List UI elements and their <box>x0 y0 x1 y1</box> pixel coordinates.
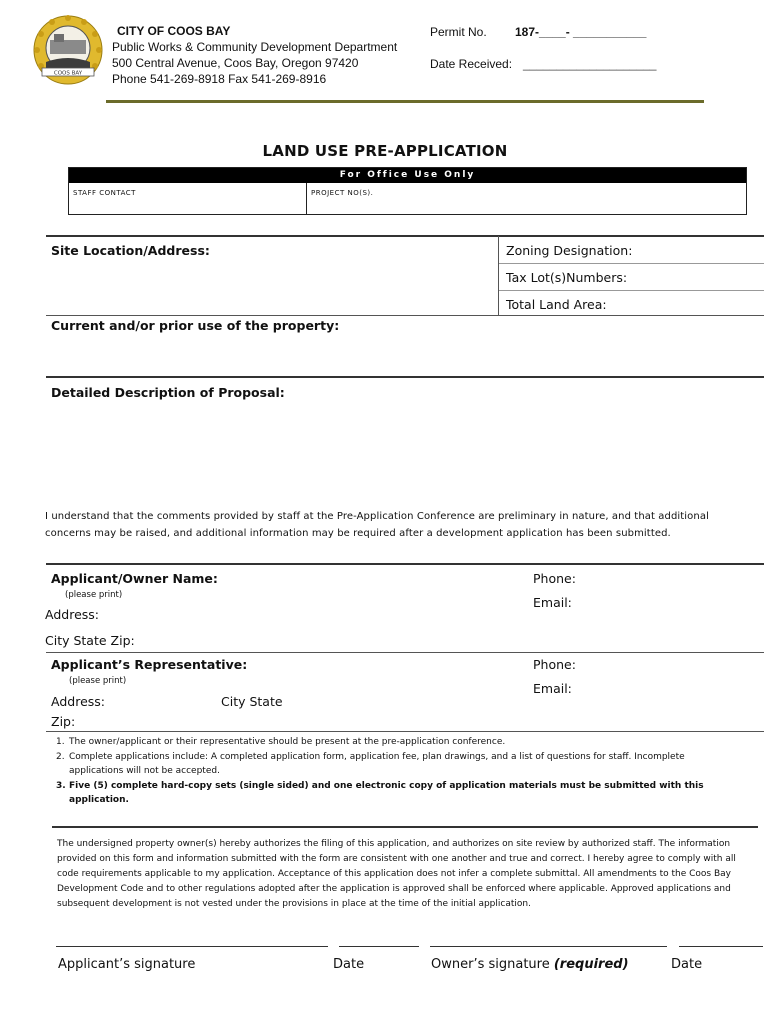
city-name: CITY OF COOS BAY <box>117 24 231 38</box>
date-label-2: Date <box>671 957 703 972</box>
department-address: 500 Central Avenue, Coos Bay, Oregon 97420 <box>112 56 359 70</box>
tax-lot-numbers-field[interactable]: Tax Lot(s)Numbers: <box>506 270 628 285</box>
city-seal-logo <box>32 14 104 86</box>
date-line-2[interactable] <box>679 946 763 947</box>
list-item: 2. Complete applications include: A completed application form, application fee, plan drawings, and a list of questions for staff. Incomplete applications will not be accepted. <box>56 751 685 776</box>
date-label-1: Date <box>333 957 365 972</box>
representative-name-field[interactable]: Applicant’s Representative: <box>51 657 248 672</box>
applicant-signature-label: Applicant’s signature <box>58 957 196 972</box>
applicant-owner-name-field[interactable]: Applicant/Owner Name: <box>51 571 218 586</box>
representative-email-field[interactable]: Email: <box>533 681 572 696</box>
department-phone: Phone 541-269-8918 Fax 541-269-8916 <box>112 72 327 86</box>
please-print-note: (please print) <box>65 590 123 600</box>
notes-list <box>56 735 706 808</box>
representative-zip-field[interactable]: Zip: <box>51 714 76 729</box>
representative-phone-field[interactable]: Phone: <box>533 657 576 672</box>
svg-text:COOS BAY: COOS BAY <box>53 70 83 77</box>
date-received-field[interactable]: ____________________ <box>523 57 657 71</box>
permit-number-field[interactable]: 187-____- ___________ <box>515 25 647 39</box>
office-use-header: For Office Use Only <box>69 168 746 183</box>
date-received-label: Date Received: <box>430 57 513 71</box>
representative-address-field[interactable]: Address: <box>51 694 105 709</box>
applicant-email-field[interactable]: Email: <box>533 595 572 610</box>
site-location-field[interactable]: Site Location/Address: <box>51 243 210 258</box>
owner-signature-line[interactable] <box>430 946 667 947</box>
page-title: LAND USE PRE-APPLICATION <box>262 142 508 160</box>
department-name: Public Works & Community Development Department <box>112 40 398 54</box>
applicant-signature-line[interactable] <box>56 946 328 947</box>
please-print-note: (please print) <box>69 676 127 686</box>
applicant-city-state-zip-field[interactable]: City State Zip: <box>45 633 135 648</box>
staff-contact-field[interactable]: STAFF CONTACT <box>73 189 136 197</box>
proposal-description-field[interactable]: Detailed Description of Proposal: <box>51 385 285 400</box>
authorization-text: The undersigned property owner(s) hereby authorizes the filing of this application, and authorizes on site review by authorized staff. The information provided on this form and information submitted with the form are consistent with one another and true and correct. I hereby agree to comply with all code requirements applicable to my application. Acceptance of this application does not infer a complete submittal. All amendments to the Coos Bay Development Code and to other regulations adopted after the application is approved shall be enforced where applicable. Approved applications and subsequent development is not vested under the provisions in place at the time of the initial application. <box>57 839 736 909</box>
date-line-1[interactable] <box>339 946 419 947</box>
list-item: 3. Five (5) complete hard-copy sets (single sided) and one electronic copy of application materials must be submitted with this application. <box>56 780 704 805</box>
header-rule <box>106 100 704 103</box>
office-use-box <box>68 167 747 215</box>
list-item: 1. The owner/applicant or their representative should be present at the pre-application conference. <box>56 737 506 747</box>
owner-signature-label: Owner’s signature (required) <box>431 957 629 972</box>
zoning-designation-field[interactable]: Zoning Designation: <box>506 243 633 258</box>
total-land-area-field[interactable]: Total Land Area: <box>506 297 607 312</box>
representative-city-state-field[interactable]: City State <box>221 694 283 709</box>
permit-label: Permit No. <box>430 25 487 39</box>
applicant-address-field[interactable]: Address: <box>45 607 99 622</box>
applicant-phone-field[interactable]: Phone: <box>533 571 576 586</box>
acknowledgement-text: I understand that the comments provided by staff at the Pre-Application Conference are preliminary in nature, and that additional concerns may be raised, and additional information may be required after a development application has been submitted. <box>45 511 709 539</box>
project-number-field[interactable]: PROJECT NO(S). <box>311 189 374 197</box>
prior-use-field[interactable]: Current and/or prior use of the property: <box>51 318 340 333</box>
